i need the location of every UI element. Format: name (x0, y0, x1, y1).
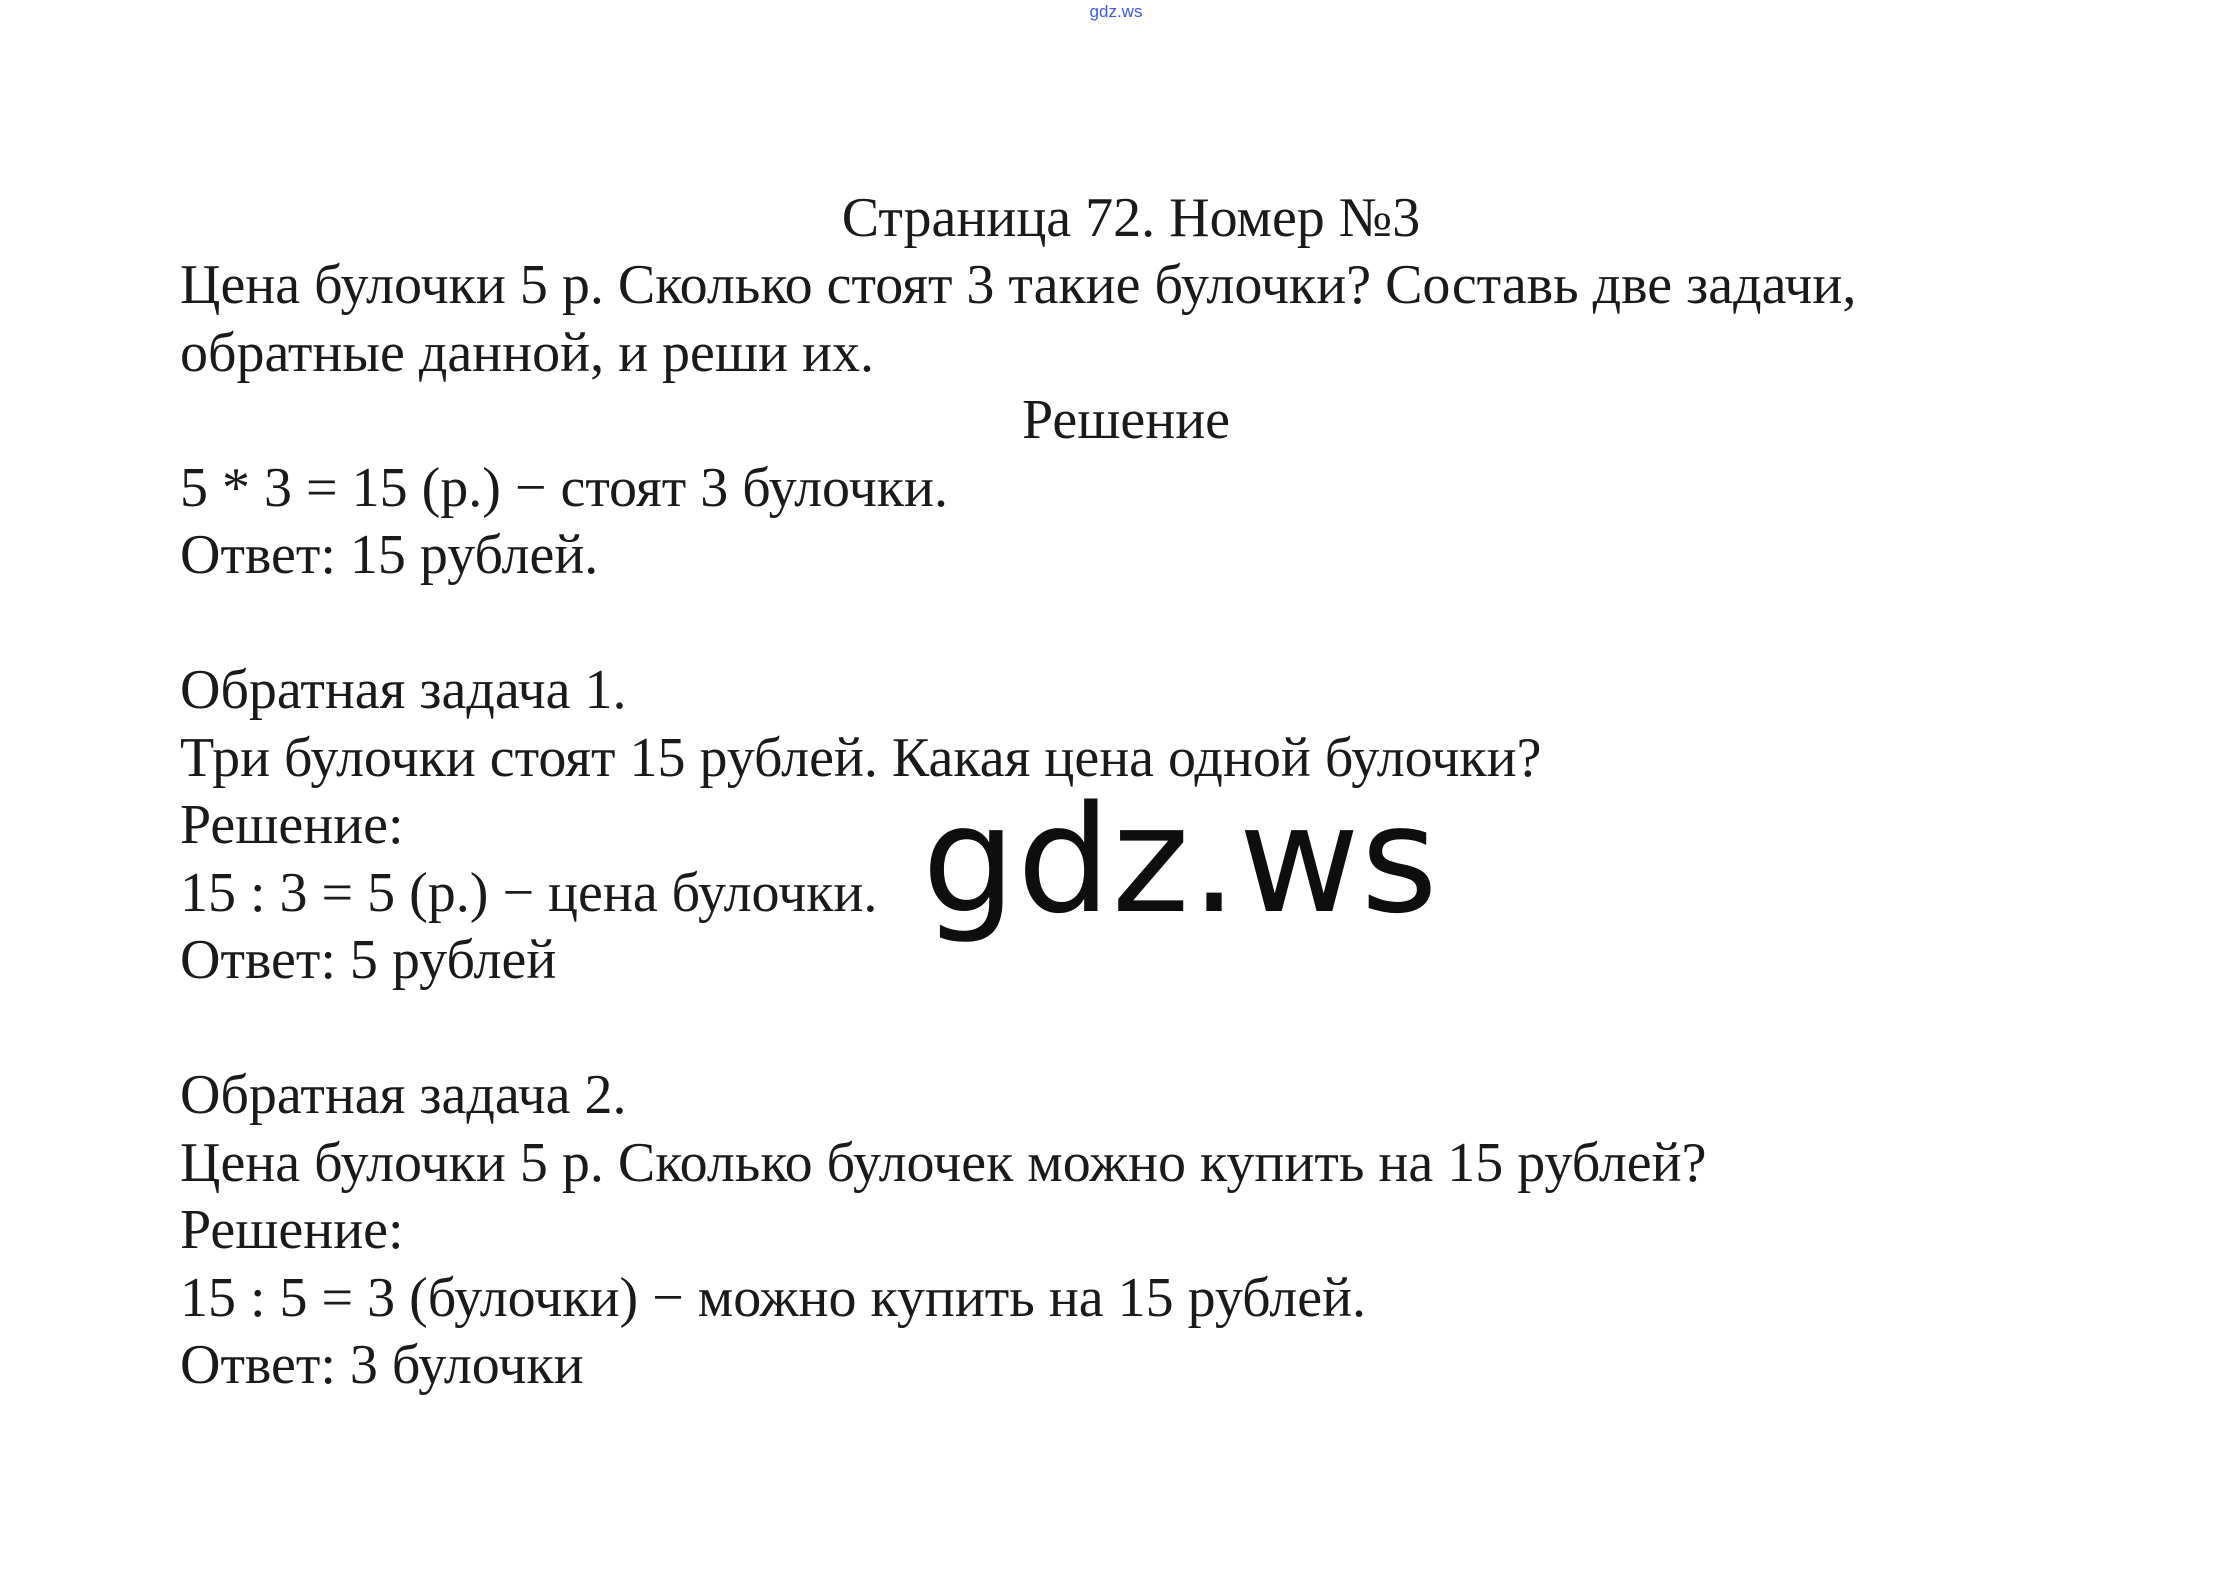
spacer (180, 995, 2140, 1063)
task-text-line-2: обратные данной, и реши их. (180, 321, 874, 384)
inverse-task-1-heading: Обратная задача 1. (180, 659, 627, 721)
top-watermark-text: gdz.ws (1089, 2, 1143, 21)
inverse-task-1-solution-label: Решение: (180, 794, 404, 856)
solution-answer: Ответ: 15 рублей. (180, 524, 599, 586)
inverse-task-2-question: Цена булочки 5 р. Сколько булочек можно купить на 15 рублей? (180, 1131, 1707, 1194)
inverse-task-1-answer: Ответ: 5 рублей (180, 929, 557, 991)
task-text-line-1: Цена булочки 5 р. Сколько стоят 3 такие булочки? Составь две задачи, (180, 254, 1857, 316)
solution-step: 5 * 3 = 15 (р.) − стоят 3 булочки. (180, 456, 948, 519)
inverse-task-1-step: 15 : 3 = 5 (р.) − цена булочки. (180, 861, 878, 924)
inverse-task-2-answer: Ответ: 3 булочки (180, 1334, 584, 1396)
solution-heading: Решение (1021, 389, 1231, 451)
spacer (180, 590, 2140, 658)
inverse-task-2-solution-label: Решение: (180, 1199, 404, 1261)
page-title: Страница 72. Номер №3 (841, 187, 1421, 249)
inverse-task-1-question: Три булочки стоят 15 рублей. Какая цена одной булочки? (180, 726, 1542, 789)
inverse-task-2-heading: Обратная задача 2. (180, 1064, 627, 1126)
watermark-logo: gdz.ws (922, 774, 1439, 946)
inverse-task-2-step: 15 : 5 = 3 (булочки) − можно купить на 15 рублей. (180, 1266, 1367, 1329)
